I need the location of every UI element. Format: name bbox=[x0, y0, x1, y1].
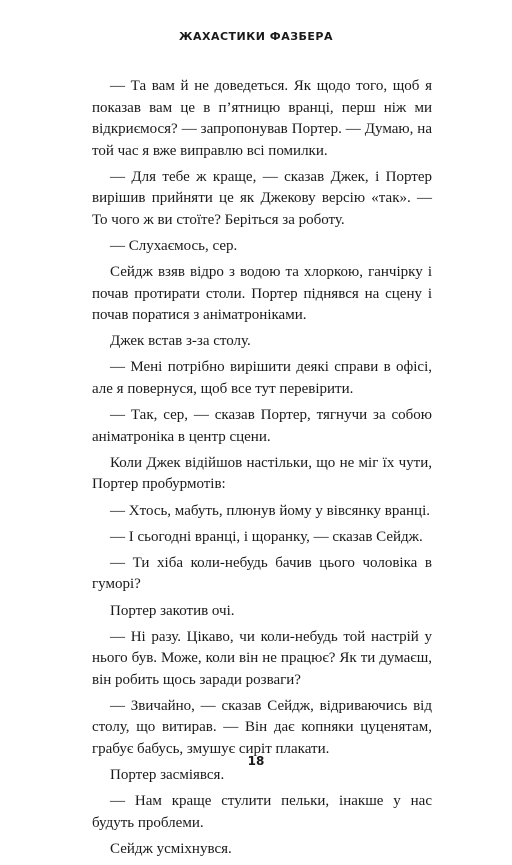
paragraph: — Звичайно, — сказав Сейдж, відриваючись від столу, що витирав. — Він дає копняки цуценятам, грабує бабусь, змушує сиріт плакати. bbox=[92, 697, 432, 757]
paragraph: Коли Джек відійшов настільки, що не міг їх чути, Портер пробурмотів: bbox=[92, 454, 432, 493]
paragraph: — Та вам й не доведеться. Як щодо того, щоб я показав вам це в п’ятницю вранці, перш ніж ми відкриємося? — запропонував Портер. — Думаю, на той час я вже виправлю всі помилки. bbox=[92, 78, 432, 159]
paragraph: — Слухаємось, сер. bbox=[110, 237, 238, 254]
body-text bbox=[92, 76, 432, 865]
paragraph: Сейдж усміхнувся. bbox=[110, 841, 232, 857]
paragraph: — Ні разу. Цікаво, чи коли-небудь той настрій у нього був. Може, коли він не працює? Як ти думаєш, він робить щось заради розваги? bbox=[92, 628, 432, 688]
paragraph: — Нам краще стулити пельки, інакше у нас будуть проблеми. bbox=[92, 793, 432, 831]
running-header: ЖАХАСТИКИ ФАЗБЕРА bbox=[179, 30, 333, 43]
paragraph: Сейдж взяв відро з водою та хлоркою, ганчірку і почав протирати столи. Портер піднявся на сцену і почав поратися з аніматроніками. bbox=[92, 264, 432, 324]
paragraph: — Мені потрібно вирішити деякі справи в офісі, але я повернуся, щоб все тут перевірити. bbox=[92, 359, 432, 397]
paragraph: — Ти хіба коли-небудь бачив цього чоловіка в гуморі? bbox=[92, 554, 432, 593]
paragraph: — Для тебе ж краще, — сказав Джек, і Портер вирішив прийняти це як Джекову версію «так». — То чого ж ви стоїте? Беріться за роботу. bbox=[92, 168, 432, 228]
paragraph: — Хтось, мабуть, плюнув йому у вівсянку вранці. bbox=[110, 502, 430, 519]
paragraph: — Так, сер, — сказав Портер, тягнучи за собою аніматроніка в центр сцени. bbox=[92, 407, 432, 445]
paragraph: Портер закотив очі. bbox=[110, 602, 235, 619]
paragraph: — І сьогодні вранці, і щоранку, — сказав Сейдж. bbox=[110, 528, 423, 545]
paragraph: Джек встав з-за столу. bbox=[110, 333, 251, 350]
page-number: 18 bbox=[247, 754, 265, 768]
paragraph: Портер засміявся. bbox=[110, 767, 225, 784]
